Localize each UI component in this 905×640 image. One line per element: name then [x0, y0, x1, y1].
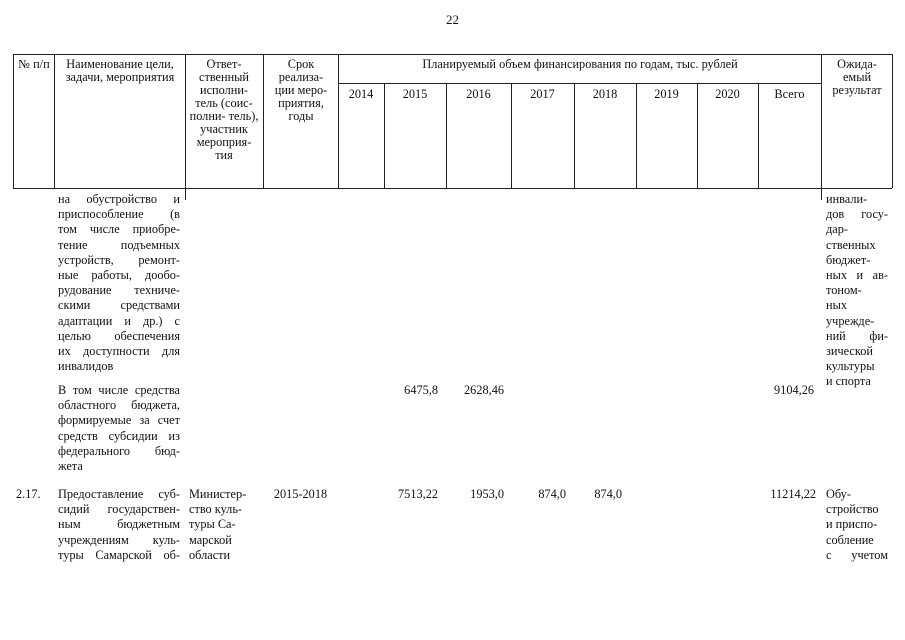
header-year-2019: 2019 — [654, 87, 679, 101]
continuation-name-cell: на обустройство и приспособление (в том числе приобре- тение подъемных устройств, ремонт- ные работы, дообо- рудование техниче- скими средствами адаптации и др.) с целью обеспечения их доступности для инвалидов — [58, 192, 180, 374]
subtotal-2016-value: 2628,46 — [464, 383, 504, 397]
row-217-result-cell: Обу- стройство и приспо- собление с учетом — [826, 487, 888, 562]
table-top-border — [13, 54, 892, 55]
row-217-total-value: 11214,22 — [770, 487, 816, 501]
header-col-number: № п/п — [18, 57, 50, 71]
subtotal-total-value: 9104,26 — [774, 383, 814, 397]
row-217-2016-value: 1953,0 — [470, 487, 504, 501]
funding-subheader-border — [338, 83, 821, 84]
header-bottom-border — [13, 188, 892, 189]
page-number: 22 — [446, 12, 459, 27]
row-217-executor-cell: Министер- ство куль- туры Са- марской области — [189, 487, 247, 562]
row-217-number: 2.17. — [16, 487, 41, 501]
row-217-name-cell: Предоставление суб- сидий государствен- ным бюджетным учреждениям куль- туры Самарской об- — [58, 487, 180, 562]
header-year-2020: 2020 — [715, 87, 740, 101]
header-year-2018: 2018 — [592, 87, 618, 101]
header-col-term: Срок реализа- ции меро- приятия, годы — [274, 57, 328, 123]
header-year-2017: 2017 — [530, 87, 555, 101]
header-col-result: Ожида- емый результат — [832, 57, 882, 97]
header-year-2014: 2014 — [348, 87, 374, 101]
continuation-result-cell: инвали- дов госу- дар- ственных бюджет- ных и ав- тоном- ных учрежде- ний фи- зической культуры и спорта — [826, 192, 888, 389]
header-year-2015: 2015 — [402, 87, 428, 101]
header-col-name: Наименование цели, задачи, мероприятия — [65, 57, 175, 84]
header-total: Всего — [774, 87, 805, 101]
subtotal-2015-value: 6475,8 — [404, 383, 438, 397]
subtotal-name-cell: В том числе средства областного бюджета, формируемые за счет средств субсидии из федерального бюд- жета — [58, 383, 180, 474]
row-217-2018-value: 874,0 — [594, 487, 622, 501]
row-217-term: 2015-2018 — [273, 487, 328, 501]
row-217-2017-value: 874,0 — [538, 487, 566, 501]
header-col-funding: Планируемый объем финансирования по годам, тыс. рублей — [422, 57, 738, 71]
row-217-2015-value: 7513,22 — [398, 487, 438, 501]
header-year-2016: 2016 — [466, 87, 491, 101]
header-col-executor: Ответ- ственный исполни- тель (соис- полни- тель), участник мероприя- тия — [189, 57, 259, 162]
